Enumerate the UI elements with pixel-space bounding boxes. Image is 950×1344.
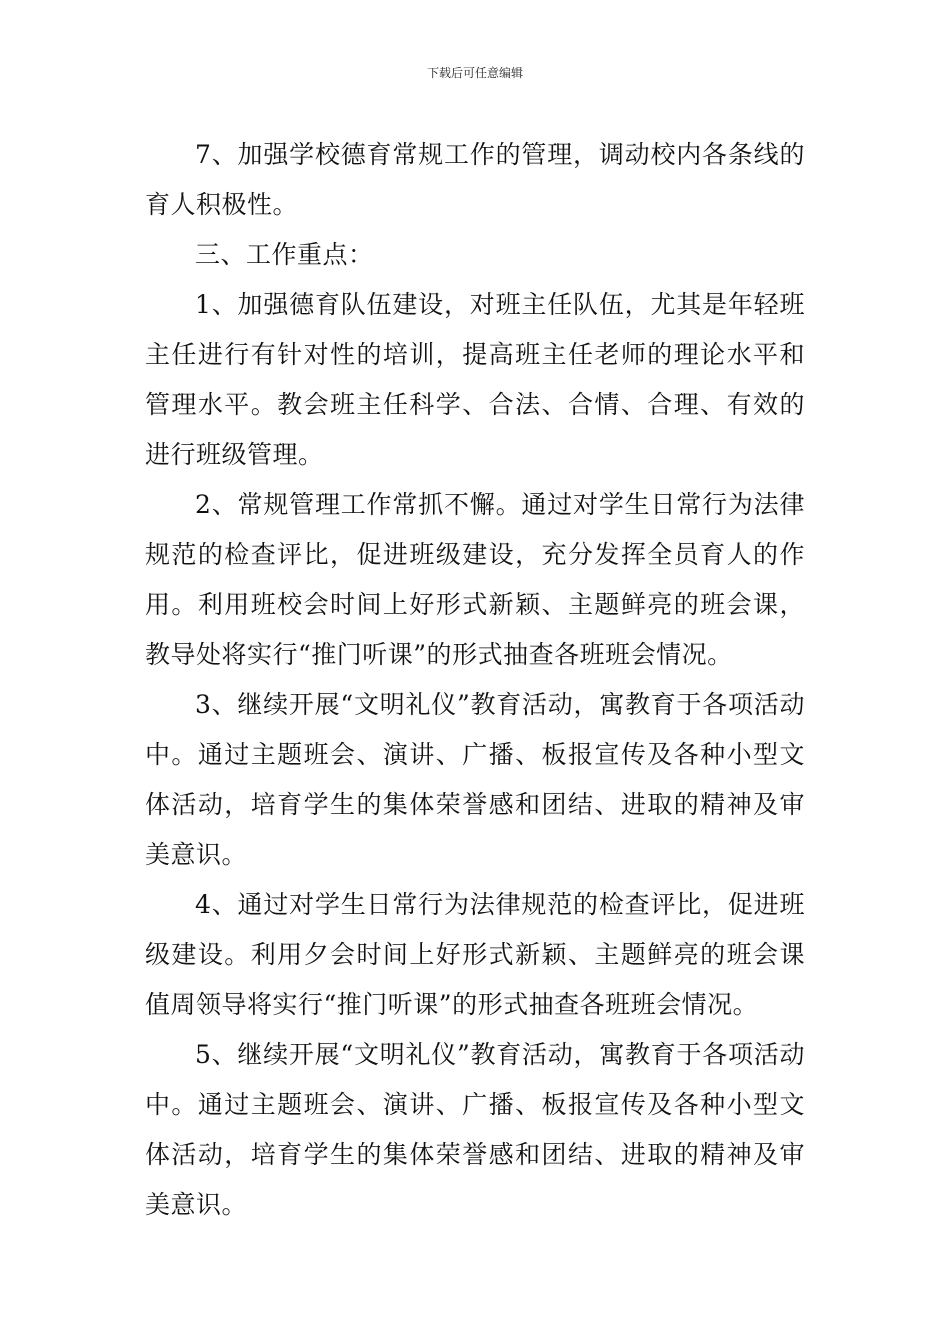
document-body	[145, 130, 805, 1230]
paragraph-2-routine-management: 2、常规管理工作常抓不懈。通过对学生日常行为法律规范的检查评比，促进班级建设，充分发挥全员育人的作用。利用班校会时间上好形式新颖、主题鲜亮的班会课，教导处将实行“推门听课”的形式抽查各班班会情况。	[145, 490, 805, 669]
paragraph-7-moral-management: 7、加强学校德育常规工作的管理，调动校内各条线的育人积极性。	[145, 140, 805, 219]
section-heading-work-focus: 三、工作重点：	[195, 240, 374, 269]
paragraph-5-etiquette-education: 5、继续开展“文明礼仪”教育活动，寓教育于各项活动中。通过主题班会、演讲、广播、板报宣传及各种小型文体活动，培育学生的集体荣誉感和团结、进取的精神及审美意识。	[145, 1040, 805, 1219]
paragraph-3-etiquette-education: 3、继续开展“文明礼仪”教育活动，寓教育于各项活动中。通过主题班会、演讲、广播、板报宣传及各种小型文体活动，培育学生的集体荣誉感和团结、进取的精神及审美意识。	[145, 690, 805, 869]
paragraph-1-team-building: 1、加强德育队伍建设，对班主任队伍，尤其是年轻班主任进行有针对性的培训，提高班主任老师的理论水平和管理水平。教会班主任科学、合法、合情、合理、有效的进行班级管理。	[145, 290, 805, 469]
paragraph-4-class-evaluation: 4、通过对学生日常行为法律规范的检查评比，促进班级建设。利用夕会时间上好形式新颖、主题鲜亮的班会课值周领导将实行“推门听课”的形式抽查各班班会情况。	[145, 890, 805, 1019]
page-header-note: 下载后可任意编辑	[426, 66, 523, 80]
